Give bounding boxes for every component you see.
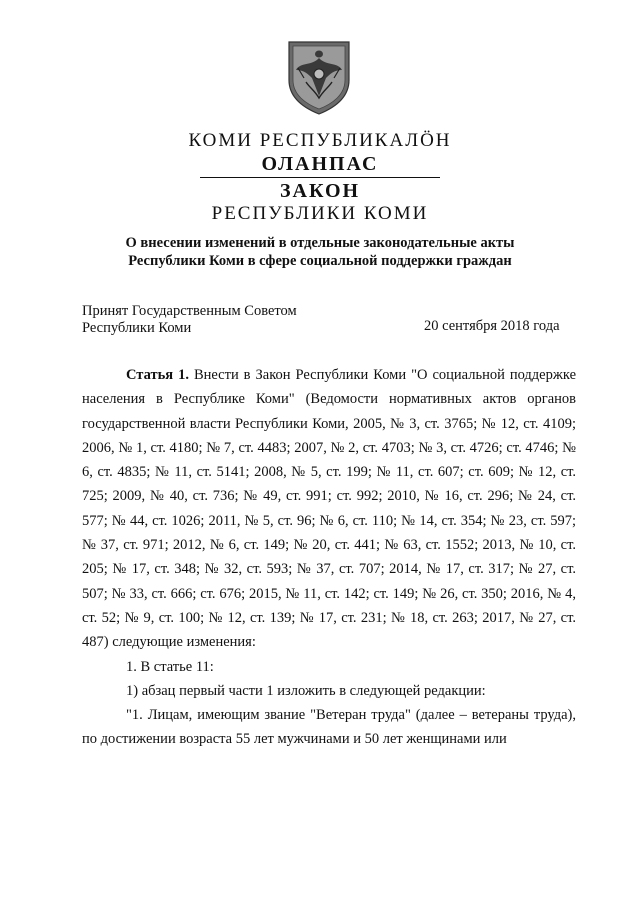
header-zakon: ЗАКОН	[279, 180, 361, 202]
law-title-line-1: О внесении изменений в отдельные законодательные акты	[125, 235, 515, 251]
article-text: Внести в Закон Республики Коми "О социальной поддержке населения в Республике Коми" (Ведомости нормативных актов органов государственной власти Республики Коми, 2005, № 3, ст. 3765; № 12, ст. 4109; 2006, № 1, ст. 4180; № 7, ст. 4483; 2007, № 2, ст. 4703; № 3, ст. 4726; ст. 4746; № 6, ст. 4835; № 11, ст. 5141; 2008, № 5, ст. 199; № 11, ст. 607; ст. 609; № 12, ст. 725; 2009, № 40, ст. 736; № 49, ст. 991; ст. 992; 2010, № 16, ст. 296; № 24, ст. 577; № 44, ст. 1026; 2011, № 5, ст. 96; № 6, ст. 110; № 14, ст. 354; № 23, ст. 597; № 37, ст. 971; 2012, № 6, ст. 149; № 20, ст. 441; № 63, ст. 1552; 2013, № 10, ст. 205; № 17, ст. 348; № 32, ст. 593; № 37, ст. 707; 2014, № 17, ст. 317; № 27, ст. 507; № 33, ст. 666; ст. 676; 2015, № 11, ст. 142; ст. 149; № 26, ст. 350; 2016, № 4, ст. 52; № 9, ст. 100; № 12, ст. 139; № 17, ст. 231; № 18, ст. 263; 2017, № 27, ст. 487) следующие изменения:	[82, 367, 576, 651]
header-komi-republic: КОМИ РЕСПУБЛИКАЛӦН	[188, 130, 452, 151]
law-body	[82, 363, 576, 752]
header-divider	[200, 177, 440, 178]
adoption-statement	[82, 303, 297, 337]
law-title	[0, 234, 640, 270]
coat-of-arms-emblem	[284, 38, 354, 116]
quoted-text: "1. Лицам, имеющим звание "Ветеран труда" (далее – ветераны труда), по достижении возраста 55 лет мужчинами и 50 лет женщинами или	[82, 707, 576, 748]
law-title-line-2: Республики Коми в сфере социальной поддержки граждан	[128, 253, 512, 269]
item-1-1: 1) абзац первый части 1 изложить в следующей редакции:	[126, 682, 486, 699]
header-olanpas: ОЛАНПАС	[261, 153, 379, 175]
adoption-line-2: Республики Коми	[82, 320, 192, 336]
article-label: Статья 1.	[126, 367, 189, 383]
item-1: 1. В статье 11:	[126, 658, 214, 675]
adoption-line-1: Принят Государственным Советом	[82, 303, 297, 319]
adoption-date: 20 сентября 2018 года	[424, 318, 560, 334]
header-respubliki-komi: РЕСПУБЛИКИ КОМИ	[211, 203, 429, 224]
article-1-paragraph	[82, 363, 576, 655]
